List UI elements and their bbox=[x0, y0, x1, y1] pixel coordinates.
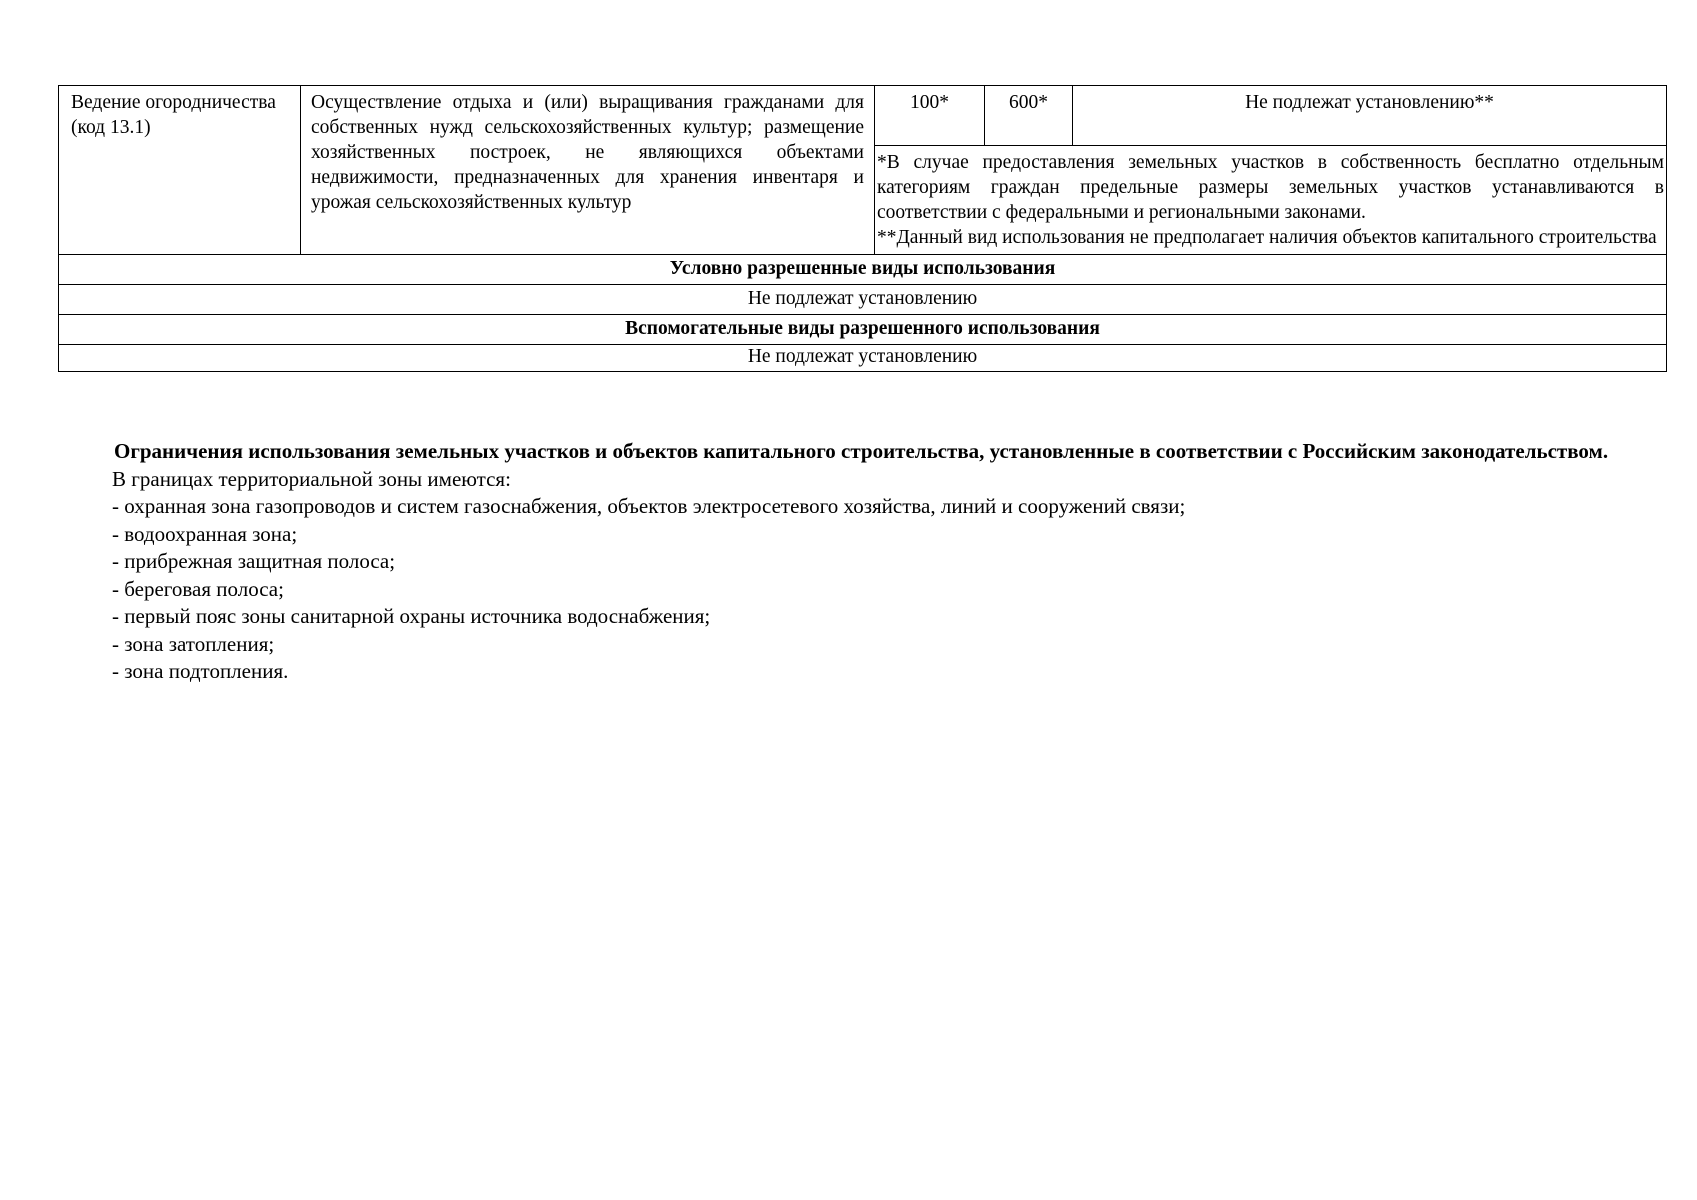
list-item: - первый пояс зоны санитарной охраны источника водоснабжения; bbox=[112, 604, 711, 628]
list-item: - зона подтопления. bbox=[112, 659, 289, 683]
min-area-value: 100* bbox=[875, 86, 985, 146]
max-area-value: 600* bbox=[985, 86, 1073, 146]
land-use-table bbox=[58, 85, 1667, 372]
footnote-2: **Данный вид использования не предполагает наличия объектов капитального строительства bbox=[877, 227, 1657, 248]
table-row bbox=[59, 285, 1667, 315]
land-use-description: Осуществление отдыха и (или) выращивания гражданами для собственных нужд сельскохозяйственных культур; размещение хозяйственных построек, не являющихся объектами недвижимости, предназначенных для хранения инвентаря и урожая сельскохозяйственных культур bbox=[301, 86, 875, 255]
footnote-1: *В случае предоставления земельных участков в собственность бесплатно отдельным категориям граждан предельные размеры земельных участков устанавливаются в соответствии с федеральными и региональными законами. bbox=[877, 152, 1664, 223]
list-item: - прибрежная защитная полоса; bbox=[112, 549, 396, 573]
conditional-uses-value: Не подлежат установлению bbox=[59, 285, 1667, 315]
restrictions-section bbox=[58, 438, 1667, 686]
restrictions-intro: В границах территориальной зоны имеются: bbox=[112, 466, 511, 491]
auxiliary-uses-value: Не подлежат установлению bbox=[59, 345, 1667, 372]
table-row bbox=[59, 86, 1667, 146]
table-row bbox=[59, 255, 1667, 285]
construction-params: Не подлежат установлению** bbox=[1073, 86, 1667, 146]
restrictions-heading: Ограничения использования земельных участков и объектов капитального строительства, установленные в соответствии с Российским законодательством. bbox=[114, 439, 1609, 463]
list-item: - охранная зона газопроводов и систем газоснабжения, объектов электросетевого хозяйства, линий и сооружений связи; bbox=[112, 494, 1186, 518]
list-item: - береговая полоса; bbox=[112, 576, 284, 601]
list-item: - водоохранная зона; bbox=[112, 521, 298, 546]
land-use-name: Ведение огородничества (код 13.1) bbox=[59, 86, 301, 255]
footnotes-cell bbox=[875, 146, 1667, 255]
table-row bbox=[59, 345, 1667, 372]
conditional-uses-heading: Условно разрешенные виды использования bbox=[59, 255, 1667, 285]
list-item: - зона затопления; bbox=[112, 631, 275, 656]
auxiliary-uses-heading: Вспомогательные виды разрешенного использования bbox=[59, 315, 1667, 345]
restrictions-list bbox=[58, 493, 1667, 686]
table-row bbox=[59, 315, 1667, 345]
